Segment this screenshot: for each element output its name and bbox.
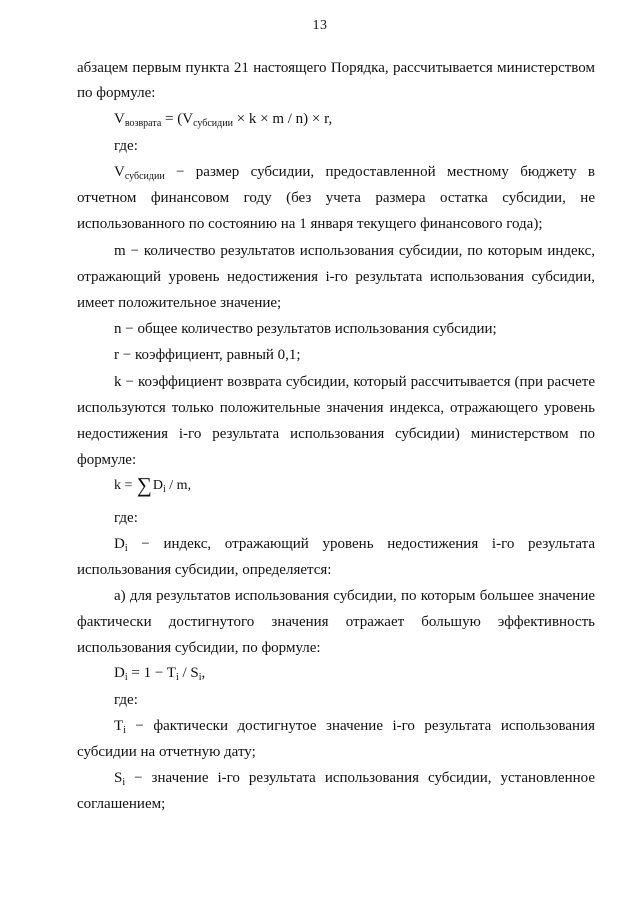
text-line: использованного по состоянию на 1 января текущего финансового года); [77, 216, 543, 232]
text-line: формуле: [77, 452, 137, 468]
definition-t: $T_i$ − фактически достигнутое значение i-го результата использования [114, 718, 595, 736]
formula-v-return: $V_{возврата} = (V_{субсидии} \times k \times m / n) \times r$, [114, 111, 333, 129]
where-label: где: [114, 138, 138, 154]
where-label: где: [114, 692, 138, 708]
text-line: по формуле: [77, 85, 156, 101]
text-line: субсидии на отчетную дату; [77, 744, 256, 760]
page-number: 13 [312, 18, 328, 33]
definition-m: m − количество результатов использования субсидии, по которым индекс, [114, 243, 595, 259]
text-line: используются только положительные значения индекса, отражающего уровень [77, 400, 595, 416]
text-line: абзацем первым пункта 21 настоящего Порядка, рассчитывается министерством [77, 60, 595, 76]
text-line: соглашением; [77, 796, 166, 812]
definition-k: k − коэффициент возврата субсидии, который рассчитывается (при расчете [114, 374, 595, 390]
text-line: использования субсидии, по формуле: [77, 640, 321, 656]
text-line: использования субсидии, определяется: [77, 562, 332, 578]
definition-r: r − коэффициент, равный 0,1; [114, 347, 301, 363]
text-line: имеет положительное значение; [77, 295, 282, 311]
text-line: фактически достигнутого значения отражает большую эффективность [77, 614, 595, 630]
formula-k: $k = \sum D_i / m$, [114, 473, 192, 497]
sum-symbol: ∑ [136, 473, 152, 497]
definition-n: n − общее количество результатов использования субсидии; [114, 321, 497, 337]
case-a: а) для результатов использования субсидии, по которым большее значение [114, 588, 595, 604]
text-line: отчетном финансовом году (без учета размера остатка субсидии, не [77, 190, 595, 206]
definition-v-subsidy: $V_{субсидии}$ − размер субсидии, предоставленной местному бюджету в [114, 164, 595, 182]
text-line: недостижения i-го результата использования субсидии) министерством по [77, 426, 595, 442]
where-label: где: [114, 510, 138, 526]
text-line: отражающий уровень недостижения i-го результата использования субсидии, [77, 269, 595, 285]
formula-d: $D_i = 1 - T_i / S_i$, [114, 665, 206, 683]
definition-d: $D_i$ − индекс, отражающий уровень недостижения i-го результата [114, 536, 595, 554]
definition-s: $S_i$ − значение i-го результата использования субсидии, установленное [114, 770, 595, 788]
